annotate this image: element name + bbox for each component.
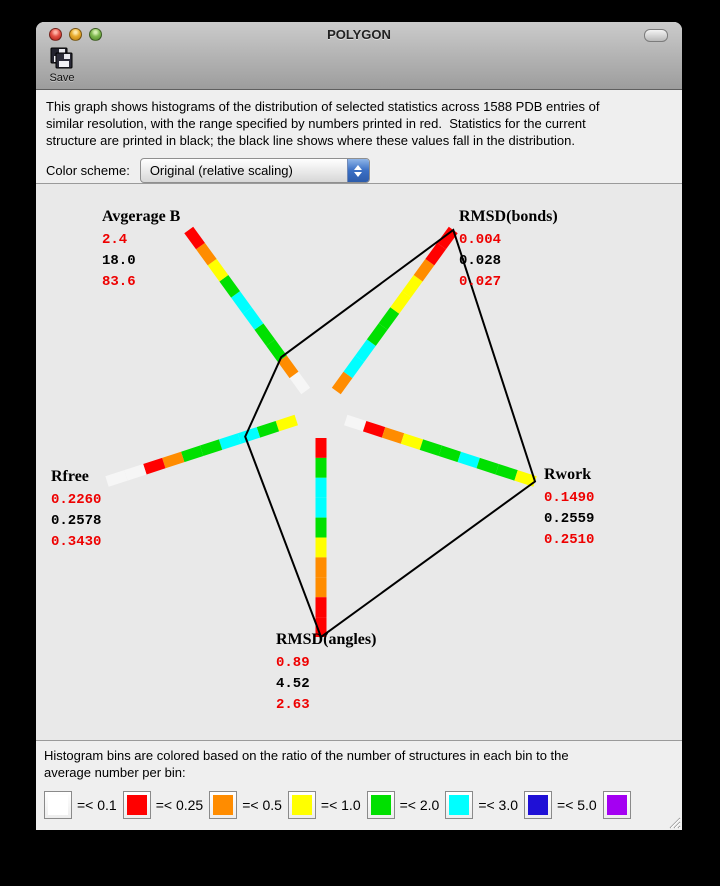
window-title: POLYGON [327, 27, 391, 42]
axis-current-rwork: 0.2559 [544, 511, 595, 527]
axis-max-rfree: 0.3430 [51, 534, 102, 550]
axis-min-rmsd_bonds: 0.004 [459, 232, 502, 248]
histogram-bar-segment [126, 469, 145, 475]
axis-current-rmsd_bonds: 0.028 [459, 253, 502, 269]
legend-swatch [524, 791, 552, 819]
axis-block-avgerage_b [102, 208, 180, 293]
histogram-bar-segment [239, 432, 258, 438]
legend-label: =< 0.1 [77, 797, 117, 813]
legend-item [603, 791, 636, 819]
histogram-bar-segment [360, 343, 372, 359]
histogram-bar-segment [383, 310, 395, 326]
histogram-bar-segment [403, 438, 422, 444]
histogram-bar-segment [418, 262, 430, 278]
color-scheme-row [46, 158, 672, 183]
description-text [46, 98, 672, 149]
axis-block-rwork [544, 466, 594, 551]
legend-label: =< 0.25 [155, 797, 204, 813]
legend-label: =< 2.0 [399, 797, 440, 813]
axis-min-rfree: 0.2260 [51, 492, 102, 508]
axis-title-rfree: Rfree [51, 468, 89, 485]
histogram-bar-segment [395, 294, 407, 310]
legend-swatch [288, 791, 316, 819]
window-header [36, 22, 682, 90]
histogram-bar-segment [365, 426, 384, 432]
axis-min-rwork: 0.1490 [544, 490, 595, 506]
legend-description-line: average number per bin: [44, 765, 186, 780]
histogram-bar-segment [294, 375, 306, 391]
histogram-bar-segment [348, 359, 360, 375]
axis-title-rmsd_bonds: RMSD(bonds) [459, 208, 558, 225]
histogram-bar-segment [258, 426, 277, 432]
save-button[interactable] [48, 47, 76, 84]
legend-row [44, 791, 674, 819]
axis-current-rmsd_angles: 4.52 [276, 676, 310, 692]
description-line: This graph shows histograms of the distribution of selected statistics across 1588 PDB entries of [46, 99, 600, 114]
histogram-bar-segment [107, 475, 126, 481]
axis-max-avgerage_b: 83.6 [102, 274, 136, 290]
legend-swatch [209, 791, 237, 819]
legend-swatch [123, 791, 151, 819]
legend-swatch [603, 791, 631, 819]
toolbar-toggle-pill[interactable] [644, 29, 668, 42]
histogram-bar-segment [516, 475, 535, 481]
histogram-bar-segment [183, 451, 202, 457]
histogram-bar-segment [282, 359, 294, 375]
color-scheme-label: Color scheme: [46, 163, 130, 178]
histogram-bar-segment [200, 246, 212, 262]
histogram-bar-segment [259, 327, 271, 343]
histogram-bar-segment [164, 457, 183, 463]
description-line: similar resolution, with the range specified by numbers printed in red. Statistics for the current [46, 116, 586, 131]
axis-max-rmsd_angles: 2.63 [276, 697, 310, 713]
axis-title-rmsd_angles: RMSD(angles) [276, 631, 377, 648]
axis-block-rfree [51, 468, 101, 553]
axis-max-rwork: 0.2510 [544, 532, 595, 548]
histogram-bar-segment [478, 463, 497, 469]
histogram-bar-segment [189, 230, 201, 246]
histogram-bar-segment [212, 262, 224, 278]
histogram-bar-segment [221, 438, 240, 444]
histogram-bar-segment [497, 469, 516, 475]
polygon-window [36, 22, 682, 830]
plot-panel [36, 183, 682, 740]
titlebar[interactable] [36, 22, 682, 46]
axis-title-rwork: Rwork [544, 466, 592, 483]
axis-max-rmsd_bonds: 0.027 [459, 274, 502, 290]
legend-label: =< 1.0 [320, 797, 361, 813]
legend-item [367, 791, 440, 819]
legend-label: =< 0.5 [242, 797, 282, 813]
histogram-bar-segment [421, 445, 440, 451]
legend-item [123, 791, 204, 819]
legend-description-line: Histogram bins are colored based on the ratio of the number of structures in each bin to the [44, 748, 569, 763]
histogram-bar-segment [271, 343, 283, 359]
save-disk-icon [48, 47, 76, 71]
legend-item [445, 791, 518, 819]
legend-swatch [445, 791, 473, 819]
legend-description [44, 747, 674, 781]
popup-arrows-icon [347, 159, 369, 182]
legend-item [288, 791, 361, 819]
legend-item [524, 791, 597, 819]
histogram-bar-segment [224, 278, 236, 294]
save-button-label: Save [49, 72, 75, 84]
axis-block-rmsd_bonds [459, 208, 558, 293]
histogram-bar-segment [247, 310, 259, 326]
histogram-bar-segment [406, 278, 418, 294]
axis-current-rfree: 0.2578 [51, 513, 102, 529]
histogram-bar-segment [145, 463, 164, 469]
histogram-bar-segment [236, 294, 248, 310]
legend-swatch [44, 791, 72, 819]
axis-min-avgerage_b: 2.4 [102, 232, 128, 248]
color-scheme-select[interactable] [140, 158, 370, 183]
legend-panel [36, 740, 682, 830]
histogram-bar-segment [384, 432, 403, 438]
legend-swatch [367, 791, 395, 819]
legend-item [44, 791, 117, 819]
description-panel [36, 90, 682, 183]
histogram-bar-segment [336, 375, 348, 391]
axis-current-avgerage_b: 18.0 [102, 253, 136, 269]
description-line: structure are printed in black; the black line shows where these values fall in the distribution. [46, 133, 575, 148]
histogram-bar-segment [277, 420, 296, 426]
histogram-bar-segment [346, 420, 365, 426]
histogram-bar-segment [459, 457, 478, 463]
histogram-bar-segment [430, 246, 442, 262]
histogram-bar-segment [371, 327, 383, 343]
axis-min-rmsd_angles: 0.89 [276, 655, 310, 671]
color-scheme-value: Original (relative scaling) [149, 163, 293, 178]
axis-title-avgerage_b: Avgerage B [102, 208, 181, 225]
histogram-bar-segment [202, 445, 221, 451]
histogram-bar-segment [440, 451, 459, 457]
resize-grip[interactable] [668, 816, 681, 829]
legend-label: =< 3.0 [478, 797, 519, 813]
legend-item [209, 791, 282, 819]
legend-label: =< 5.0 [557, 797, 597, 813]
toolbar [36, 46, 682, 89]
axis-block-rmsd_angles [276, 631, 376, 716]
